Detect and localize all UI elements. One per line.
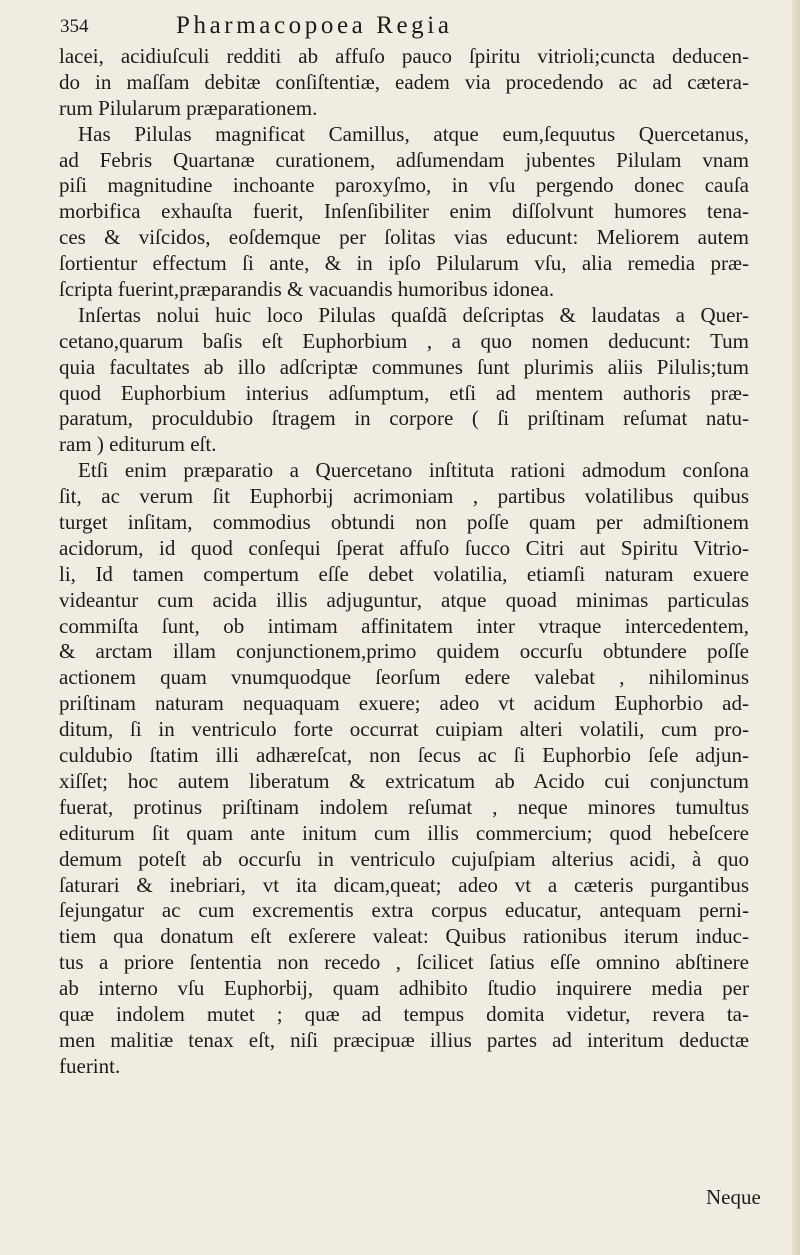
text-line: videantur cum acida illis adjuguntur, atque quoad minimas particulas bbox=[59, 587, 749, 612]
text-line: quia facultates ab illo adſcriptæ communes ſunt plurimis aliis Pilulis;tum bbox=[59, 354, 749, 379]
text-line: morbifica exhauſta fuerit, Inſenſibiliter enim diſſolvunt humores tena- bbox=[59, 199, 749, 224]
text-line: ſit, ac verum ſit Euphorbij acrimoniam , partibus volatilibus quibus bbox=[59, 484, 749, 509]
text-line: fuerint. bbox=[59, 1053, 121, 1078]
text-line: commiſta ſunt, ob intimam affinitatem inter vtraque intercedentem, bbox=[59, 613, 749, 638]
text-line: actionem quam vnumquodque ſeorſum edere valebat , nihilominus bbox=[59, 665, 749, 690]
text-line: ſaturari & inebriari, vt ita dicam,queat; adeo vt a cæteris purgantibus bbox=[59, 872, 749, 897]
text-line: rum Pilularum præparationem. bbox=[59, 95, 318, 120]
text-line: & arctam illam conjunctionem,primo quidem occurſu obtundere poſſe bbox=[59, 639, 749, 664]
text-line: piſi magnitudine inchoante paroxyſmo, in vſu pergendo donec cauſa bbox=[59, 173, 749, 198]
text-line: cetano,quarum baſis eſt Euphorbium , a quo nomen deducunt: Tum bbox=[59, 328, 749, 353]
text-line: fuerat, protinus priſtinam indolem reſumat , neque minores tumultus bbox=[59, 794, 749, 819]
text-line: ſejungatur ac cum excrementis extra corpus educatur, antequam perni- bbox=[59, 898, 749, 923]
text-line: ces & viſcidos, eoſdemque per ſolitas vias educunt: Meliorem autem bbox=[59, 225, 749, 250]
page-number: 354 bbox=[60, 16, 89, 37]
text-line: Has Pilulas magnificat Camillus, atque eum,ſequutus Quercetanus, bbox=[78, 121, 749, 146]
page-header bbox=[60, 12, 750, 42]
page-edge bbox=[792, 0, 800, 1255]
text-line: men malitiæ tenax eſt, niſi præcipuæ illius partes ad interitum deductæ bbox=[59, 1027, 749, 1052]
text-line: xiſſet; hoc autem liberatum & extricatum ab Acido cui conjunctum bbox=[59, 768, 749, 793]
text-line: li, Id tamen compertum eſſe debet volatilia, etiamſi naturam exuere bbox=[59, 561, 749, 586]
text-line: lacei, acidiuſculi redditi ab affuſo pauco ſpiritu vitrioli;cuncta deducen- bbox=[59, 44, 749, 68]
text-line: editurum ſit quam ante initum cum illis commercium; quod hebeſcere bbox=[59, 820, 749, 845]
text-line: do in maſſam debitæ conſiſtentiæ, eadem via procedendo ac ad cætera- bbox=[59, 69, 749, 94]
text-line: ſcripta fuerint,præparandis & vacuandis humoribus idonea. bbox=[59, 277, 555, 302]
text-line: priſtinam naturam nequaquam exuere; adeo vt acidum Euphorbio ad- bbox=[59, 691, 749, 716]
text-line: culdubio ſtatim illi adhæreſcat, non ſecus ac ſi Euphorbio ſeſe adjun- bbox=[59, 743, 749, 768]
body-text bbox=[59, 44, 749, 1080]
text-line: quæ indolem mutet ; quæ ad tempus domita videtur, revera ta- bbox=[59, 1001, 749, 1026]
text-line: ſortientur effectum ſi ante, & in ipſo Pilularum vſu, alia remedia præ- bbox=[59, 251, 749, 276]
catchword: Neque bbox=[706, 1185, 761, 1209]
text-line: paratum, proculdubio ſtragem in corpore ( ſi priſtinam reſumat natu- bbox=[59, 406, 749, 431]
text-line: ram ) editurum eſt. bbox=[59, 432, 217, 457]
running-head: Pharmacopoea Regia bbox=[176, 12, 453, 39]
text-line: Etſi enim præparatio a Quercetano inſtituta rationi admodum conſona bbox=[78, 458, 749, 483]
text-line: acidorum, id quod conſequi ſperat affuſo ſucco Citri aut Spiritu Vitrio- bbox=[59, 535, 749, 560]
text-line: turget inſitam, commodius obtundi non poſſe quam per admiſtionem bbox=[59, 510, 749, 535]
text-line: tiem qua donatum eſt exſerere valeat: Quibus rationibus iterum induc- bbox=[59, 924, 749, 949]
text-line: ditum, ſi in ventriculo forte occurrat cuipiam alteri volatili, cum pro- bbox=[59, 717, 749, 742]
text-line: tus a priore ſententia non recedo , ſcilicet ſatius eſſe omnino abſtinere bbox=[59, 950, 749, 975]
text-line: ab interno vſu Euphorbij, quam adhibito ſtudio inquirere media per bbox=[59, 976, 749, 1001]
text-line: demum poteſt ab occurſu in ventriculo cujuſpiam alterius acidi, à quo bbox=[59, 846, 749, 871]
text-line: ad Febris Quartanæ curationem, adſumendam jubentes Pilulam vnam bbox=[59, 147, 749, 172]
text-line: quod Euphorbium interius adſumptum, etſi ad mentem authoris præ- bbox=[59, 380, 749, 405]
text-line: Inſertas nolui huic loco Pilulas quaſdã deſcriptas & laudatas a Quer- bbox=[78, 302, 749, 327]
